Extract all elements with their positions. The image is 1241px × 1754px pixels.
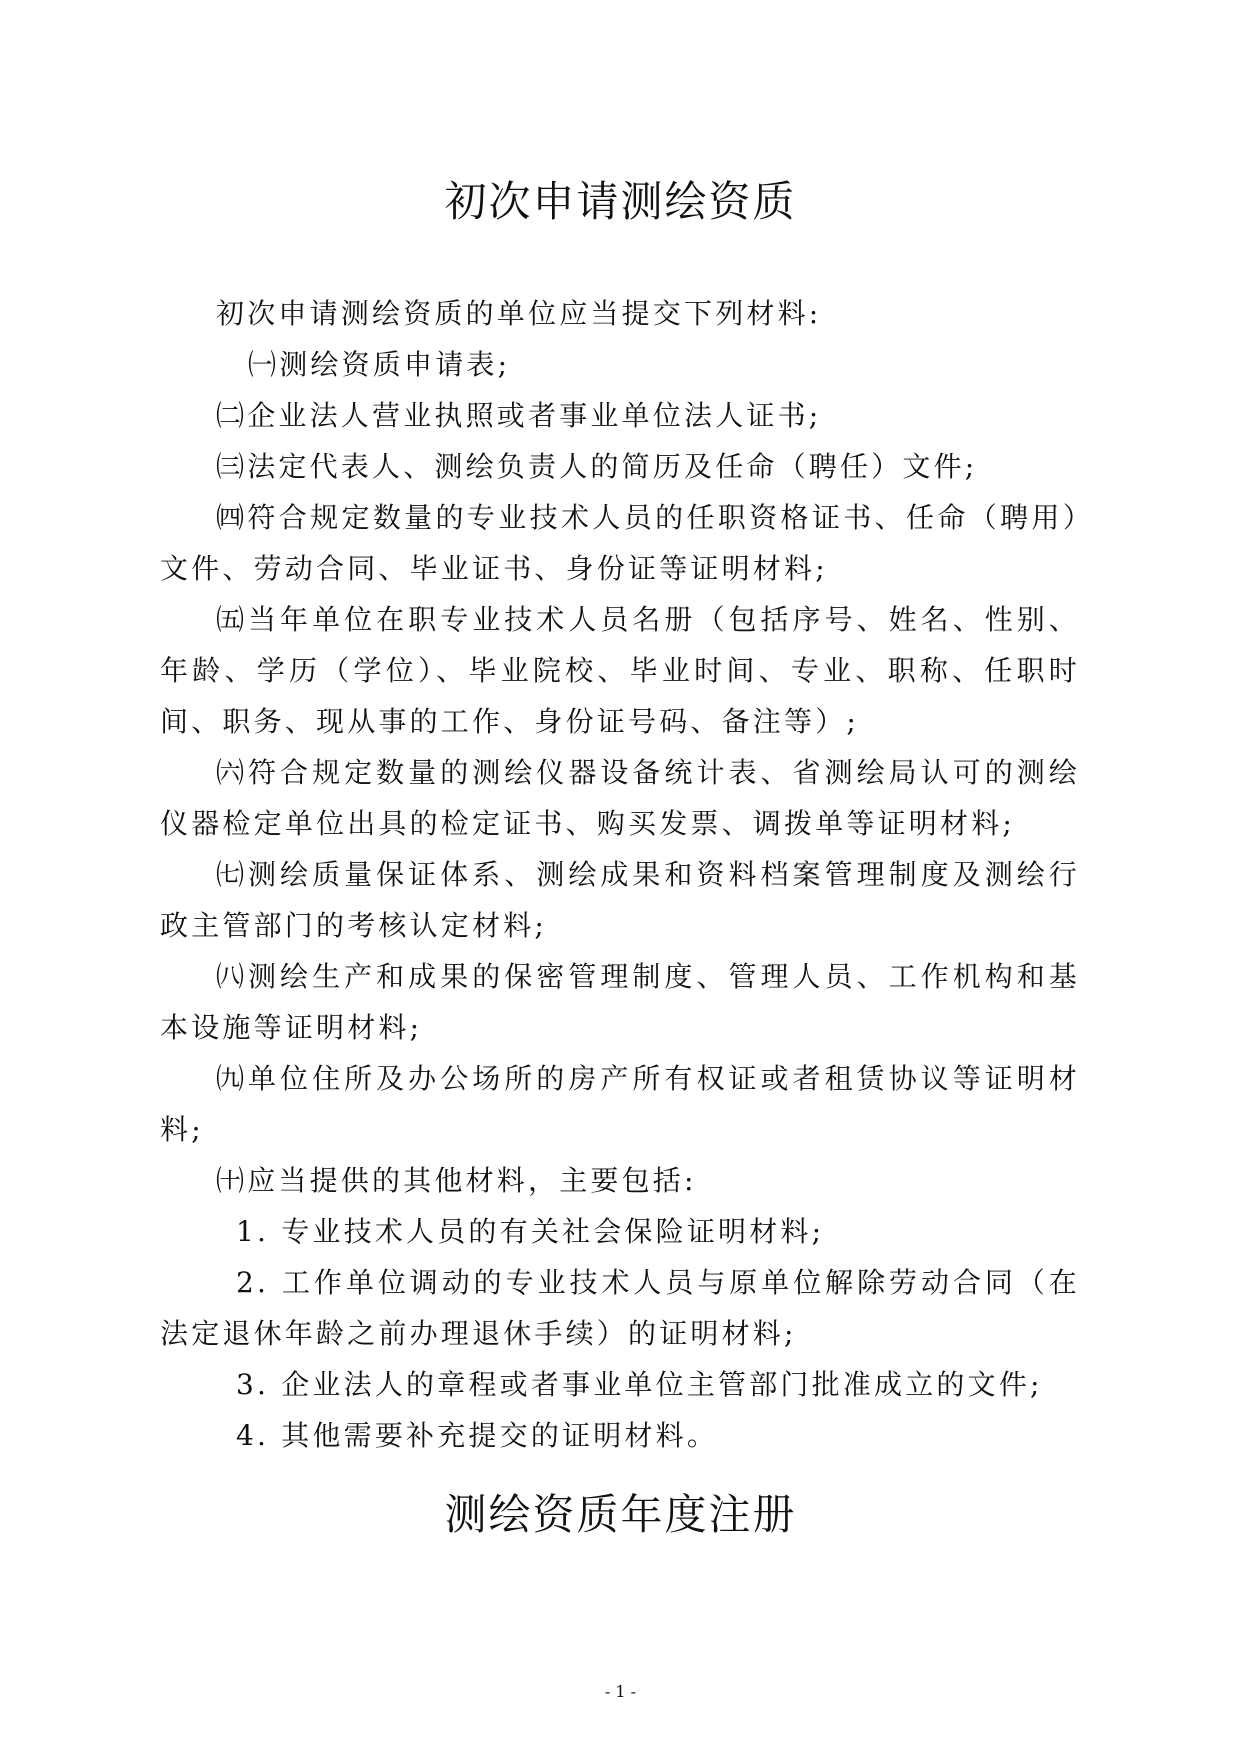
list-item: ㈨单位住所及办公场所的房产所有权证或者租赁协议等证明材料;: [160, 1062, 1080, 1146]
sub-list-item: 2. 工作单位调动的专业技术人员与原单位解除劳动合同（在法定退休年龄之前办理退休手续）的证明材料;: [160, 1266, 1080, 1350]
list-item: ㈡企业法人营业执照或者事业单位法人证书;: [216, 399, 822, 432]
list-item: ㈠测绘资质申请表;: [248, 348, 511, 381]
document-body: [160, 288, 1080, 1461]
list-item: ㈤当年单位在职专业技术人员名册（包括序号、姓名、性别、年龄、学历（学位）、毕业院校、毕业时间、专业、职称、任职时间、职务、现从事的工作、身份证号码、备注等）;: [160, 603, 1080, 738]
list-item: ㈣符合规定数量的专业技术人员的任职资格证书、任命（聘用）文件、劳动合同、毕业证书、身份证等证明材料;: [160, 501, 1080, 585]
document-title: 初次申请测绘资质: [444, 177, 797, 226]
list-item: ㈩应当提供的其他材料，主要包括:: [216, 1164, 697, 1197]
page-number: - 1 -: [604, 1682, 637, 1701]
sub-list-item: 4. 其他需要补充提交的证明材料。: [236, 1419, 719, 1452]
sub-list-item: 3. 企业法人的章程或者事业单位主管部门批准成立的文件;: [236, 1368, 1043, 1401]
list-item: ㈧测绘生产和成果的保密管理制度、管理人员、工作机构和基本设施等证明材料;: [160, 960, 1080, 1044]
intro-paragraph: 初次申请测绘资质的单位应当提交下列材料:: [216, 297, 822, 330]
list-item: ㈥符合规定数量的测绘仪器设备统计表、省测绘局认可的测绘仪器检定单位出具的检定证书、购买发票、调拨单等证明材料;: [160, 756, 1080, 840]
next-section-title: 测绘资质年度注册: [444, 1490, 797, 1539]
list-item: ㈦测绘质量保证体系、测绘成果和资料档案管理制度及测绘行政主管部门的考核认定材料;: [160, 858, 1080, 942]
list-item: ㈢法定代表人、测绘负责人的简历及任命（聘任）文件;: [216, 450, 978, 483]
sub-list-item: 1. 专业技术人员的有关社会保险证明材料;: [236, 1215, 825, 1248]
